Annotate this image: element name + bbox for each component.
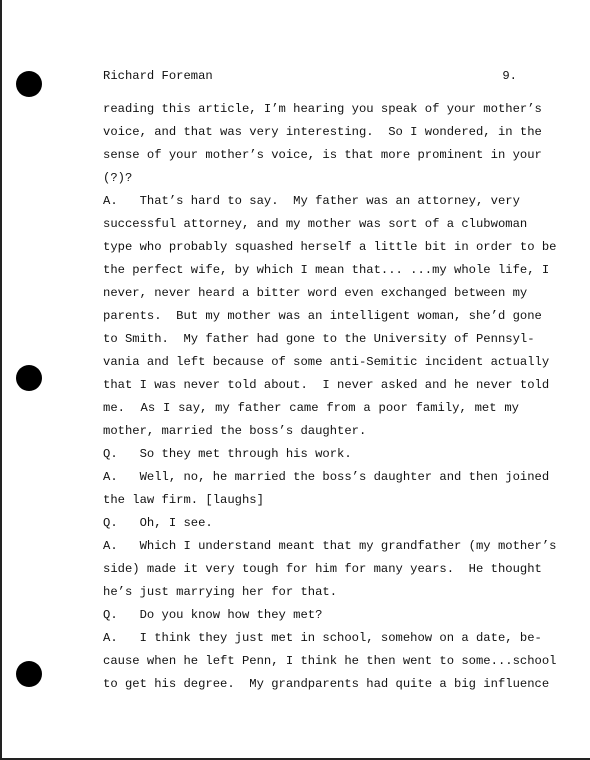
page-left-edge <box>0 0 2 760</box>
text-line: voice, and that was very interesting. So I wondered, in the <box>103 125 542 139</box>
text-line: side) made it very tough for him for many years. He thought <box>103 562 542 576</box>
paragraph <box>103 443 519 466</box>
paragraph <box>103 98 542 190</box>
text-line: Q. So they met through his work. <box>103 447 352 461</box>
text-line: mother, married the boss’s daughter. <box>103 424 367 438</box>
text-line: Q. Oh, I see. <box>103 516 213 530</box>
paragraph <box>103 627 557 696</box>
text-line: to Smith. My father had gone to the University of Pennsyl- <box>103 332 535 346</box>
text-line: the law firm. [laughs] <box>103 493 264 507</box>
binder-hole-middle <box>16 365 42 391</box>
binder-hole-bottom <box>16 661 42 687</box>
interviewee-name: Richard Foreman <box>103 69 213 83</box>
text-line: A. Which I understand meant that my grandfather (my mother’s <box>103 539 557 553</box>
text-line: A. That’s hard to say. My father was an attorney, very <box>103 194 520 208</box>
text-line: vania and left because of some anti-Semitic incident actually <box>103 355 550 369</box>
text-line: type who probably squashed herself a little bit in order to be <box>103 240 557 254</box>
text-line: he’s just marrying her for that. <box>103 585 338 599</box>
paragraph <box>103 604 519 627</box>
text-line: sense of your mother’s voice, is that more prominent in your <box>103 148 542 162</box>
transcript-body <box>103 98 557 696</box>
text-line: that I was never told about. I never asked and he never told <box>103 378 550 392</box>
text-line: never, never heard a bitter word even exchanged between my <box>103 286 528 300</box>
text-line: successful attorney, and my mother was sort of a clubwoman <box>103 217 528 231</box>
text-line: (?)? <box>103 171 133 185</box>
text-line: Q. Do you know how they met? <box>103 608 323 622</box>
text-line: to get his degree. My grandparents had quite a big influence <box>103 677 550 691</box>
page-header <box>103 66 517 86</box>
paragraph <box>103 190 557 443</box>
text-line: me. As I say, my father came from a poor family, met my <box>103 401 519 415</box>
page-number: 9. <box>502 69 517 83</box>
text-line: A. I think they just met in school, somehow on a date, be- <box>103 631 542 645</box>
text-line: A. Well, no, he married the boss’s daughter and then joined <box>103 470 550 484</box>
text-line: the perfect wife, by which I mean that... ...my whole life, I <box>103 263 550 277</box>
binder-hole-top <box>16 71 42 97</box>
paragraph <box>103 512 519 535</box>
paragraph <box>103 466 550 512</box>
text-line: cause when he left Penn, I think he then went to some...school <box>103 654 557 668</box>
text-line: parents. But my mother was an intelligent woman, she’d gone <box>103 309 542 323</box>
text-line: reading this article, I’m hearing you speak of your mother’s <box>103 102 542 116</box>
paragraph <box>103 535 557 604</box>
